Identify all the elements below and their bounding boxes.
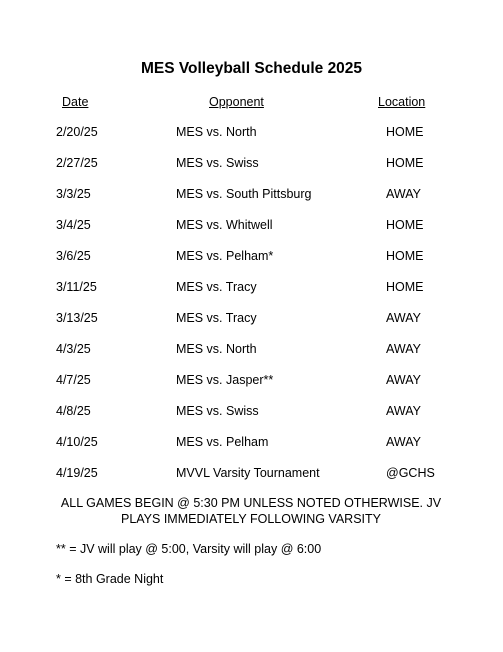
game-date: 3/11/25	[56, 280, 97, 294]
game-location: AWAY	[386, 435, 421, 449]
header-location: Location	[378, 95, 426, 109]
game-location: HOME	[386, 218, 424, 232]
game-date: 4/3/25	[56, 342, 91, 356]
game-date: 4/19/25	[56, 466, 98, 480]
schedule-table	[0, 124, 503, 496]
game-opponent: MES vs. Pelham*	[176, 249, 274, 263]
game-location: AWAY	[386, 373, 421, 387]
game-location: AWAY	[386, 187, 421, 201]
game-location: HOME	[386, 249, 424, 263]
game-opponent: MES vs. South Pittsburg	[176, 187, 312, 201]
game-date: 3/6/25	[56, 249, 91, 263]
game-date: 3/3/25	[56, 187, 91, 201]
game-opponent: MES vs. Swiss	[176, 156, 259, 170]
game-opponent: MES vs. North	[176, 342, 257, 356]
table-row	[0, 465, 503, 496]
table-row	[0, 279, 503, 310]
table-row	[0, 248, 503, 279]
table-row	[0, 341, 503, 372]
game-location: AWAY	[386, 311, 421, 325]
game-opponent: MES vs. Tracy	[176, 280, 257, 294]
eighth-grade-footnote: * = 8th Grade Night	[56, 572, 164, 586]
table-row	[0, 372, 503, 403]
game-opponent: MVVL Varsity Tournament	[176, 466, 320, 480]
start-time-notice: ALL GAMES BEGIN @ 5:30 PM UNLESS NOTED OTHERWISE. JV PLAYS IMMEDIATELY FOLLOWING VARSITY	[60, 496, 442, 526]
game-opponent: MES vs. Swiss	[176, 404, 259, 418]
jv-footnote: ** = JV will play @ 5:00, Varsity will play @ 6:00	[56, 542, 322, 556]
table-row	[0, 155, 503, 186]
table-row	[0, 186, 503, 217]
game-opponent: MES vs. Pelham	[176, 435, 269, 449]
game-date: 3/13/25	[56, 311, 98, 325]
game-opponent: MES vs. Whitwell	[176, 218, 273, 232]
game-date: 2/20/25	[56, 125, 98, 139]
game-opponent: MES vs. Jasper**	[176, 373, 274, 387]
game-location: HOME	[386, 280, 424, 294]
table-row	[0, 217, 503, 248]
game-date: 4/10/25	[56, 435, 98, 449]
game-location: HOME	[386, 125, 424, 139]
game-date: 3/4/25	[56, 218, 91, 232]
game-opponent: MES vs. North	[176, 125, 257, 139]
game-date: 4/7/25	[56, 373, 91, 387]
game-location: HOME	[386, 156, 424, 170]
game-opponent: MES vs. Tracy	[176, 311, 257, 325]
game-location: AWAY	[386, 342, 421, 356]
game-date: 4/8/25	[56, 404, 91, 418]
table-row	[0, 434, 503, 465]
table-row	[0, 310, 503, 341]
table-row	[0, 124, 503, 155]
game-location: AWAY	[386, 404, 421, 418]
header-opponent: Opponent	[209, 95, 264, 109]
game-date: 2/27/25	[56, 156, 98, 170]
table-row	[0, 403, 503, 434]
game-location: @GCHS	[386, 466, 435, 480]
header-date: Date	[62, 95, 89, 109]
page-title: MES Volleyball Schedule 2025	[140, 60, 363, 77]
